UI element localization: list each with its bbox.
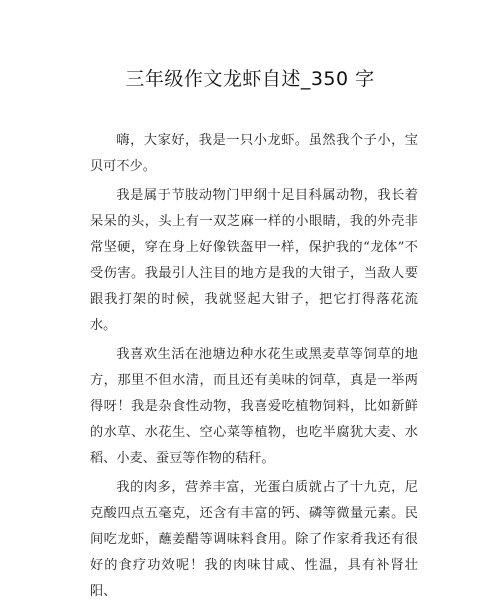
document-body xyxy=(90,128,418,608)
document-title: 三年级作文龙虾自述_350 字 xyxy=(125,68,375,90)
paragraph-appearance: 我是属于节肢动物门甲纲十足目科属动物，我长着呆呆的头，头上有一双芝麻一样的小眼睛，我的外壳非常坚硬，穿在身上好像铁盔甲一样，保护我的“龙体”不受伤害。我最引人注目的地方是我的大钳子，当敌人要跟我打架的时候，我就竖起大钳子，把它打得落花流水。 xyxy=(90,188,418,333)
paragraph-habitat: 我喜欢生活在池塘边种水花生或黑麦草等饲草的地方，那里不但水清，而且还有美味的饲草，真是一举两得呀！我是杂食性动物，我喜爱吃植物饲料，比如新鲜的水草、水花生、空心菜等植物，也吃半腐犹大麦、水稻、小麦、蚕豆等作物的秸秆。 xyxy=(90,347,418,466)
paragraph-intro: 嗨，大家好，我是一只小龙虾。虽然我个子小，宝贝可不少。 xyxy=(90,133,418,174)
paragraph-nutrition: 我的肉多，营养丰富，光蛋白质就占了十九克，尼克酸四点五毫克，还含有丰富的钙、磷等微量元素。民间吃龙虾，蘸姜醋等调味料食用。除了作家肴我还有很好的食疗功效呢！我的肉味甘咸、性温，具有补肾壮阳、 xyxy=(90,480,418,599)
